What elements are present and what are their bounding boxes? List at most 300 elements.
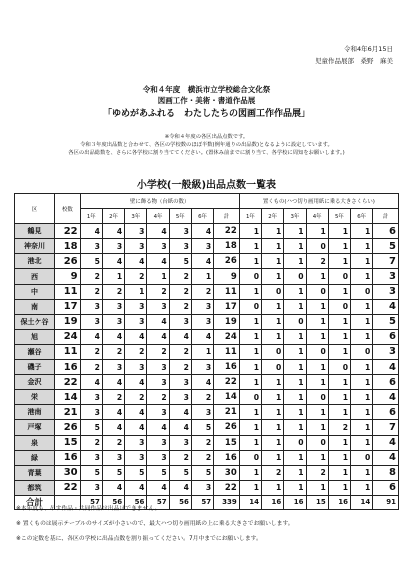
school-count-cell: 24 bbox=[55, 329, 81, 344]
school-count-cell: 16 bbox=[55, 360, 81, 375]
place-count-cell: 1 bbox=[284, 254, 306, 269]
wall-total-cell: 19 bbox=[214, 314, 240, 329]
wall-count-cell: 4 bbox=[102, 480, 124, 495]
district-name-cell: 磯子 bbox=[15, 360, 55, 375]
place-count-cell: 1 bbox=[351, 314, 373, 329]
wall-count-cell: 2 bbox=[169, 284, 191, 299]
totals-label-cell: 合計 bbox=[15, 495, 55, 509]
wall-count-cell: 4 bbox=[102, 420, 124, 435]
wall-count-cell: 4 bbox=[169, 329, 191, 344]
wall-count-cell: 4 bbox=[125, 405, 147, 420]
wall-total-cell: 11 bbox=[214, 284, 240, 299]
place-count-cell: 0 bbox=[284, 435, 306, 450]
district-name-cell: 泉 bbox=[15, 435, 55, 450]
district-name-cell: 西 bbox=[15, 269, 55, 284]
wall-count-cell: 3 bbox=[80, 239, 102, 254]
place-grade-header: 1年 bbox=[239, 209, 261, 224]
place-count-cell: 1 bbox=[306, 269, 328, 284]
totals-wall-cell: 56 bbox=[102, 495, 124, 509]
wall-grade-header: 3年 bbox=[125, 209, 147, 224]
wall-count-cell: 4 bbox=[125, 375, 147, 390]
place-count-cell: 2 bbox=[306, 465, 328, 480]
place-total-cell: 6 bbox=[373, 405, 399, 420]
place-total-cell: 6 bbox=[373, 224, 399, 239]
totals-place-total-cell: 91 bbox=[373, 495, 399, 509]
wall-count-cell: 3 bbox=[169, 390, 191, 405]
place-count-cell: 0 bbox=[351, 450, 373, 465]
district-name-cell: 金沢 bbox=[15, 375, 55, 390]
wall-count-cell: 4 bbox=[191, 224, 213, 239]
school-count-cell: 14 bbox=[55, 390, 81, 405]
wall-count-cell: 1 bbox=[191, 269, 213, 284]
wall-total-cell: 16 bbox=[214, 360, 240, 375]
place-count-cell: 1 bbox=[262, 420, 284, 435]
place-count-cell: 1 bbox=[284, 299, 306, 314]
place-count-cell: 1 bbox=[284, 405, 306, 420]
district-name-cell: 中 bbox=[15, 284, 55, 299]
table-row bbox=[15, 344, 399, 359]
wall-count-cell: 5 bbox=[169, 465, 191, 480]
place-count-cell: 1 bbox=[262, 405, 284, 420]
wall-count-cell: 5 bbox=[102, 465, 124, 480]
place-count-cell: 0 bbox=[328, 360, 350, 375]
place-count-cell: 1 bbox=[262, 435, 284, 450]
table-body bbox=[15, 224, 399, 510]
place-total-cell: 7 bbox=[373, 420, 399, 435]
wall-count-cell: 5 bbox=[80, 420, 102, 435]
header-district: 区 bbox=[15, 194, 55, 224]
wall-count-cell: 3 bbox=[125, 239, 147, 254]
school-count-cell: 21 bbox=[55, 405, 81, 420]
wall-count-cell: 4 bbox=[80, 329, 102, 344]
place-count-cell: 1 bbox=[262, 224, 284, 239]
wall-count-cell: 2 bbox=[191, 284, 213, 299]
place-count-cell: 1 bbox=[284, 450, 306, 465]
district-name-cell: 南 bbox=[15, 299, 55, 314]
wall-total-cell: 26 bbox=[214, 420, 240, 435]
wall-total-header: 計 bbox=[214, 209, 240, 224]
document-date: 令和4年6月15日 bbox=[343, 45, 393, 53]
district-name-cell: 青葉 bbox=[15, 465, 55, 480]
place-count-cell: 1 bbox=[262, 269, 284, 284]
place-total-header: 計 bbox=[373, 209, 399, 224]
place-count-cell: 1 bbox=[239, 420, 261, 435]
allocation-table bbox=[14, 193, 399, 510]
school-count-cell: 22 bbox=[55, 224, 81, 239]
header-wall-group: 壁に飾る物（台紙の数） bbox=[80, 194, 239, 209]
place-count-cell: 1 bbox=[284, 420, 306, 435]
place-count-cell: 1 bbox=[284, 239, 306, 254]
wall-count-cell: 4 bbox=[147, 314, 169, 329]
wall-count-cell: 2 bbox=[169, 299, 191, 314]
place-count-cell: 1 bbox=[351, 269, 373, 284]
table-title: 小学校(一般級)出品点数一覧表 bbox=[136, 180, 277, 191]
wall-count-cell: 2 bbox=[191, 435, 213, 450]
district-name-cell: 鶴見 bbox=[15, 224, 55, 239]
place-count-cell: 1 bbox=[262, 254, 284, 269]
school-count-cell: 22 bbox=[55, 480, 81, 495]
place-count-cell: 1 bbox=[328, 254, 350, 269]
place-grade-header: 3年 bbox=[284, 209, 306, 224]
table-row bbox=[15, 450, 399, 465]
wall-count-cell: 4 bbox=[191, 375, 213, 390]
place-count-cell: 1 bbox=[239, 239, 261, 254]
table-row bbox=[15, 224, 399, 239]
wall-count-cell: 2 bbox=[147, 284, 169, 299]
table-row bbox=[15, 284, 399, 299]
exhibition-theme: 「ゆめがあふれる わたしたちの図画工作作品展」 bbox=[102, 109, 310, 119]
wall-count-cell: 2 bbox=[147, 344, 169, 359]
totals-place-cell: 16 bbox=[284, 495, 306, 509]
wall-total-cell: 9 bbox=[214, 269, 240, 284]
wall-count-cell: 4 bbox=[147, 480, 169, 495]
wall-count-cell: 4 bbox=[80, 375, 102, 390]
totals-wall-total-cell: 339 bbox=[214, 495, 240, 509]
wall-count-cell: 3 bbox=[191, 480, 213, 495]
place-count-cell: 1 bbox=[351, 420, 373, 435]
place-count-cell: 1 bbox=[239, 254, 261, 269]
place-count-cell: 0 bbox=[328, 269, 350, 284]
place-count-cell: 0 bbox=[239, 299, 261, 314]
place-count-cell: 1 bbox=[328, 405, 350, 420]
wall-count-cell: 5 bbox=[125, 465, 147, 480]
wall-count-cell: 4 bbox=[80, 224, 102, 239]
place-count-cell: 1 bbox=[328, 465, 350, 480]
place-count-cell: 1 bbox=[328, 375, 350, 390]
place-count-cell: 1 bbox=[239, 480, 261, 495]
place-count-cell: 1 bbox=[306, 314, 328, 329]
wall-count-cell: 3 bbox=[169, 435, 191, 450]
school-count-cell: 26 bbox=[55, 420, 81, 435]
wall-count-cell: 2 bbox=[80, 284, 102, 299]
place-count-cell: 1 bbox=[239, 375, 261, 390]
wall-count-cell: 2 bbox=[169, 450, 191, 465]
place-count-cell: 1 bbox=[262, 239, 284, 254]
wall-count-cell: 2 bbox=[80, 269, 102, 284]
place-count-cell: 0 bbox=[306, 390, 328, 405]
wall-count-cell: 1 bbox=[147, 269, 169, 284]
school-count-cell: 17 bbox=[55, 299, 81, 314]
header-table-group: 置くもの(ハつ切り画用紙に乗る大きさくらい) bbox=[239, 194, 398, 209]
wall-count-cell: 4 bbox=[191, 329, 213, 344]
place-count-cell: 0 bbox=[306, 344, 328, 359]
wall-count-cell: 3 bbox=[169, 239, 191, 254]
place-count-cell: 0 bbox=[306, 435, 328, 450]
table-row bbox=[15, 254, 399, 269]
wall-count-cell: 3 bbox=[191, 299, 213, 314]
place-count-cell: 1 bbox=[284, 390, 306, 405]
wall-count-cell: 3 bbox=[102, 450, 124, 465]
table-row bbox=[15, 314, 399, 329]
wall-count-cell: 4 bbox=[147, 420, 169, 435]
wall-count-cell: 4 bbox=[125, 420, 147, 435]
wall-grade-header: 1年 bbox=[80, 209, 102, 224]
place-count-cell: 1 bbox=[284, 329, 306, 344]
table-row bbox=[15, 269, 399, 284]
place-count-cell: 1 bbox=[262, 375, 284, 390]
wall-count-cell: 4 bbox=[102, 329, 124, 344]
place-count-cell: 1 bbox=[328, 314, 350, 329]
district-name-cell: 瀬谷 bbox=[15, 344, 55, 359]
place-grade-header: 6年 bbox=[351, 209, 373, 224]
place-count-cell: 1 bbox=[306, 450, 328, 465]
place-count-cell: 1 bbox=[284, 224, 306, 239]
wall-count-cell: 5 bbox=[80, 254, 102, 269]
place-count-cell: 1 bbox=[239, 405, 261, 420]
place-total-cell: 4 bbox=[373, 390, 399, 405]
wall-count-cell: 3 bbox=[169, 314, 191, 329]
place-total-cell: 6 bbox=[373, 480, 399, 495]
place-count-cell: 1 bbox=[328, 344, 350, 359]
place-total-cell: 4 bbox=[373, 435, 399, 450]
table-row bbox=[15, 390, 399, 405]
wall-total-cell: 14 bbox=[214, 390, 240, 405]
school-count-cell: 11 bbox=[55, 284, 81, 299]
district-name-cell: 保土ケ谷 bbox=[15, 314, 55, 329]
wall-count-cell: 2 bbox=[102, 344, 124, 359]
wall-count-cell: 3 bbox=[125, 450, 147, 465]
wall-count-cell: 3 bbox=[102, 239, 124, 254]
place-count-cell: 1 bbox=[328, 284, 350, 299]
wall-count-cell: 1 bbox=[102, 269, 124, 284]
place-count-cell: 1 bbox=[351, 299, 373, 314]
place-count-cell: 1 bbox=[262, 329, 284, 344]
footnote-2: ※ 置くものは展示テーブルのサイズが小さいので、最大ハつ切り画用紙の上に乗る大きさでお願いします。 bbox=[16, 521, 294, 527]
wall-total-cell: 15 bbox=[214, 435, 240, 450]
place-count-cell: 1 bbox=[306, 329, 328, 344]
place-count-cell: 1 bbox=[239, 284, 261, 299]
place-count-cell: 1 bbox=[306, 375, 328, 390]
wall-count-cell: 2 bbox=[102, 435, 124, 450]
place-count-cell: 1 bbox=[328, 239, 350, 254]
wall-count-cell: 3 bbox=[125, 224, 147, 239]
place-count-cell: 1 bbox=[306, 405, 328, 420]
place-count-cell: 1 bbox=[239, 435, 261, 450]
district-name-cell: 旭 bbox=[15, 329, 55, 344]
table-row bbox=[15, 465, 399, 480]
place-count-cell: 1 bbox=[262, 390, 284, 405]
header-schools: 校数 bbox=[55, 194, 81, 224]
wall-count-cell: 3 bbox=[102, 314, 124, 329]
wall-grade-header: 5年 bbox=[169, 209, 191, 224]
place-count-cell: 2 bbox=[306, 254, 328, 269]
place-count-cell: 1 bbox=[239, 224, 261, 239]
wall-count-cell: 3 bbox=[169, 375, 191, 390]
note-line-3: 各区の出品総数を、さらに各学校に割り当ててください。(置休み前までに割り当て、各学校に周知をお願いします。) bbox=[68, 150, 345, 156]
wall-count-cell: 2 bbox=[169, 344, 191, 359]
wall-count-cell: 4 bbox=[102, 375, 124, 390]
wall-count-cell: 4 bbox=[125, 329, 147, 344]
place-count-cell: 1 bbox=[351, 390, 373, 405]
place-count-cell: 1 bbox=[284, 480, 306, 495]
table-row bbox=[15, 329, 399, 344]
district-name-cell: 栄 bbox=[15, 390, 55, 405]
wall-total-cell: 24 bbox=[214, 329, 240, 344]
place-count-cell: 0 bbox=[306, 239, 328, 254]
totals-wall-cell: 57 bbox=[80, 495, 102, 509]
wall-total-cell: 26 bbox=[214, 254, 240, 269]
place-count-cell: 1 bbox=[284, 344, 306, 359]
school-count-cell: 26 bbox=[55, 254, 81, 269]
place-count-cell: 1 bbox=[284, 375, 306, 390]
place-count-cell: 0 bbox=[351, 284, 373, 299]
school-count-cell: 15 bbox=[55, 435, 81, 450]
note-line-2: 令和３年度出品数と合わせて、各区の学校数のほぼ半数(例年通りの出品数)となるように設定しています。 bbox=[80, 142, 333, 148]
place-count-cell: 1 bbox=[239, 314, 261, 329]
totals-place-cell: 15 bbox=[306, 495, 328, 509]
district-name-cell: 神奈川 bbox=[15, 239, 55, 254]
place-count-cell: 1 bbox=[239, 465, 261, 480]
wall-count-cell: 4 bbox=[191, 254, 213, 269]
table-row bbox=[15, 299, 399, 314]
place-count-cell: 1 bbox=[262, 299, 284, 314]
school-count-cell: 11 bbox=[55, 344, 81, 359]
place-count-cell: 1 bbox=[351, 254, 373, 269]
wall-total-cell: 21 bbox=[214, 405, 240, 420]
wall-count-cell: 4 bbox=[125, 254, 147, 269]
wall-count-cell: 5 bbox=[191, 465, 213, 480]
district-name-cell: 戸塚 bbox=[15, 420, 55, 435]
wall-count-cell: 3 bbox=[147, 405, 169, 420]
wall-count-cell: 3 bbox=[102, 299, 124, 314]
place-count-cell: 1 bbox=[306, 299, 328, 314]
totals-place-cell: 14 bbox=[351, 495, 373, 509]
wall-grade-header: 6年 bbox=[191, 209, 213, 224]
wall-count-cell: 3 bbox=[147, 299, 169, 314]
place-count-cell: 0 bbox=[328, 299, 350, 314]
place-count-cell: 1 bbox=[306, 420, 328, 435]
place-total-cell: 3 bbox=[373, 284, 399, 299]
wall-count-cell: 3 bbox=[191, 314, 213, 329]
place-count-cell: 1 bbox=[239, 360, 261, 375]
wall-count-cell: 4 bbox=[125, 480, 147, 495]
place-count-cell: 1 bbox=[351, 239, 373, 254]
wall-count-cell: 3 bbox=[125, 360, 147, 375]
place-grade-header: 4年 bbox=[306, 209, 328, 224]
wall-count-cell: 3 bbox=[147, 360, 169, 375]
place-count-cell: 2 bbox=[262, 465, 284, 480]
wall-count-cell: 3 bbox=[102, 360, 124, 375]
place-total-cell: 7 bbox=[373, 254, 399, 269]
wall-count-cell: 3 bbox=[191, 405, 213, 420]
table-row bbox=[15, 405, 399, 420]
wall-count-cell: 1 bbox=[125, 284, 147, 299]
wall-count-cell: 2 bbox=[80, 344, 102, 359]
wall-count-cell: 3 bbox=[80, 480, 102, 495]
wall-count-cell: 3 bbox=[191, 239, 213, 254]
wall-count-cell: 2 bbox=[80, 360, 102, 375]
place-count-cell: 1 bbox=[328, 329, 350, 344]
place-count-cell: 1 bbox=[351, 329, 373, 344]
wall-count-cell: 2 bbox=[191, 390, 213, 405]
totals-wall-cell: 56 bbox=[169, 495, 191, 509]
wall-total-cell: 30 bbox=[214, 465, 240, 480]
place-count-cell: 1 bbox=[328, 390, 350, 405]
table-row bbox=[15, 435, 399, 450]
place-total-cell: 3 bbox=[373, 344, 399, 359]
wall-count-cell: 4 bbox=[147, 329, 169, 344]
place-count-cell: 0 bbox=[239, 269, 261, 284]
wall-count-cell: 2 bbox=[169, 269, 191, 284]
place-total-cell: 8 bbox=[373, 465, 399, 480]
footnote-3: ※この定数を基に、各区の学校に出品点数を割り振ってください。7月中までにお願いします。 bbox=[16, 536, 262, 542]
place-count-cell: 0 bbox=[262, 344, 284, 359]
wall-count-cell: 3 bbox=[80, 405, 102, 420]
wall-grade-header: 2年 bbox=[102, 209, 124, 224]
place-count-cell: 2 bbox=[328, 420, 350, 435]
place-count-cell: 1 bbox=[284, 360, 306, 375]
place-grade-header: 2年 bbox=[262, 209, 284, 224]
note-line-1: ※令和４年度の各区出品点数です。 bbox=[164, 134, 249, 140]
place-count-cell: 1 bbox=[306, 224, 328, 239]
wall-count-cell: 5 bbox=[191, 420, 213, 435]
place-count-cell: 0 bbox=[262, 360, 284, 375]
wall-count-cell: 3 bbox=[125, 314, 147, 329]
school-count-cell: 22 bbox=[55, 375, 81, 390]
place-count-cell: 0 bbox=[284, 314, 306, 329]
event-title: 令和４年度 横浜市立学校総合文化祭 bbox=[142, 85, 271, 94]
totals-wall-cell: 57 bbox=[191, 495, 213, 509]
place-count-cell: 1 bbox=[328, 480, 350, 495]
place-count-cell: 1 bbox=[239, 329, 261, 344]
place-total-cell: 6 bbox=[373, 375, 399, 390]
wall-count-cell: 3 bbox=[80, 314, 102, 329]
wall-count-cell: 3 bbox=[147, 435, 169, 450]
place-total-cell: 3 bbox=[373, 269, 399, 284]
table-row bbox=[15, 360, 399, 375]
wall-count-cell: 1 bbox=[191, 344, 213, 359]
district-name-cell: 港北 bbox=[15, 254, 55, 269]
school-count-cell: 16 bbox=[55, 450, 81, 465]
wall-total-cell: 17 bbox=[214, 299, 240, 314]
place-grade-header: 5年 bbox=[328, 209, 350, 224]
place-total-cell: 5 bbox=[373, 239, 399, 254]
wall-total-cell: 18 bbox=[214, 239, 240, 254]
place-count-cell: 1 bbox=[328, 435, 350, 450]
wall-count-cell: 3 bbox=[169, 224, 191, 239]
wall-count-cell: 3 bbox=[80, 390, 102, 405]
wall-count-cell: 2 bbox=[169, 360, 191, 375]
wall-count-cell: 2 bbox=[102, 284, 124, 299]
district-name-cell: 港南 bbox=[15, 405, 55, 420]
place-count-cell: 1 bbox=[239, 344, 261, 359]
place-count-cell: 1 bbox=[306, 360, 328, 375]
place-total-cell: 6 bbox=[373, 329, 399, 344]
wall-count-cell: 4 bbox=[147, 224, 169, 239]
wall-grade-header: 4年 bbox=[147, 209, 169, 224]
wall-total-cell: 16 bbox=[214, 450, 240, 465]
table-row bbox=[15, 480, 399, 495]
table-row bbox=[15, 375, 399, 390]
district-name-cell: 緑 bbox=[15, 450, 55, 465]
wall-count-cell: 3 bbox=[80, 450, 102, 465]
place-count-cell: 0 bbox=[306, 284, 328, 299]
place-count-cell: 1 bbox=[351, 375, 373, 390]
totals-wall-cell: 57 bbox=[147, 495, 169, 509]
wall-count-cell: 2 bbox=[80, 435, 102, 450]
wall-count-cell: 3 bbox=[125, 299, 147, 314]
wall-count-cell: 2 bbox=[147, 390, 169, 405]
school-count-cell: 30 bbox=[55, 465, 81, 480]
wall-total-cell: 22 bbox=[214, 480, 240, 495]
place-total-cell: 5 bbox=[373, 314, 399, 329]
wall-count-cell: 2 bbox=[102, 390, 124, 405]
wall-count-cell: 3 bbox=[191, 360, 213, 375]
place-count-cell: 1 bbox=[306, 480, 328, 495]
place-count-cell: 0 bbox=[351, 344, 373, 359]
wall-total-cell: 22 bbox=[214, 224, 240, 239]
place-count-cell: 1 bbox=[262, 480, 284, 495]
